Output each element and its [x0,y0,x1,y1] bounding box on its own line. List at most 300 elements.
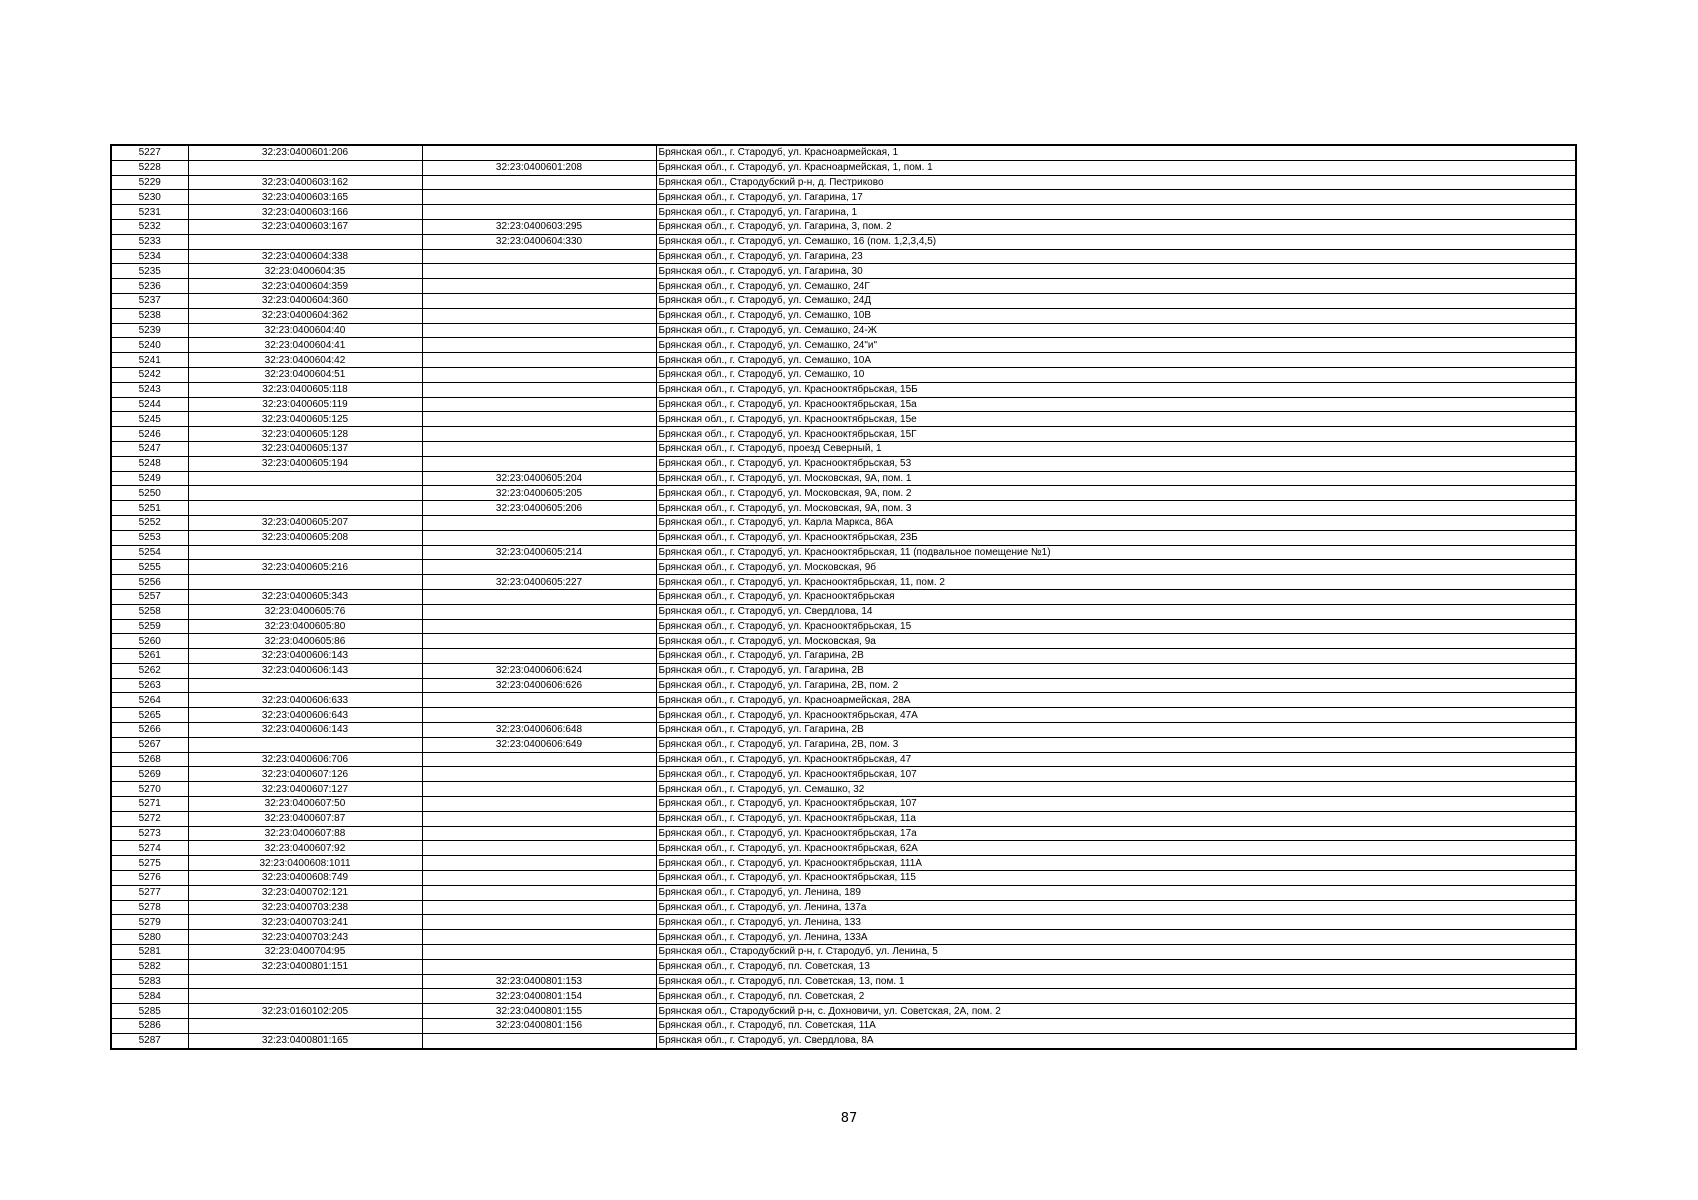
related-cadastral-number-cell: 32:23:0400601:208 [422,160,656,175]
row-number-cell: 5243 [111,382,188,397]
address-cell: Брянская обл., г. Стародуб, ул. Ленина, 137а [656,900,1576,915]
cadastral-number-cell: 32:23:0400604:51 [188,367,422,382]
row-number-cell: 5265 [111,708,188,723]
row-number-cell: 5284 [111,989,188,1004]
row-number-cell: 5282 [111,959,188,974]
related-cadastral-number-cell [422,797,656,812]
related-cadastral-number-cell [422,441,656,456]
cadastral-number-cell: 32:23:0400604:42 [188,353,422,368]
cadastral-number-cell [188,486,422,501]
row-number-cell: 5246 [111,427,188,442]
related-cadastral-number-cell [422,323,656,338]
row-number-cell: 5242 [111,367,188,382]
cadastral-number-cell: 32:23:0400605:80 [188,619,422,634]
cadastral-number-cell: 32:23:0400605:128 [188,427,422,442]
address-cell: Брянская обл., г. Стародуб, ул. Семашко, 24Д [656,293,1576,308]
related-cadastral-number-cell: 32:23:0400801:154 [422,989,656,1004]
related-cadastral-number-cell [422,427,656,442]
address-cell: Брянская обл., г. Стародуб, ул. Краснооктябрьская, 11а [656,811,1576,826]
address-cell: Брянская обл., г. Стародуб, ул. Гагарина, 23 [656,249,1576,264]
related-cadastral-number-cell [422,900,656,915]
table-row [111,427,1576,442]
address-cell: Брянская обл., г. Стародуб, ул. Московская, 9А, пом. 2 [656,486,1576,501]
cadastral-number-cell: 32:23:0400605:86 [188,634,422,649]
row-number-cell: 5252 [111,515,188,530]
related-cadastral-number-cell [422,353,656,368]
address-cell: Брянская обл., г. Стародуб, ул. Гагарина, 2В, пом. 3 [656,737,1576,752]
cadastral-number-cell [188,737,422,752]
table-row [111,501,1576,516]
address-cell: Брянская обл., г. Стародуб, ул. Московская, 9а [656,634,1576,649]
address-cell: Брянская обл., г. Стародуб, ул. Семашко, 24-Ж [656,323,1576,338]
table-row [111,264,1576,279]
address-cell: Брянская обл., г. Стародуб, ул. Краснооктябрьская, 111А [656,856,1576,871]
cadastral-number-cell: 32:23:0400606:143 [188,663,422,678]
table-row [111,752,1576,767]
row-number-cell: 5256 [111,575,188,590]
row-number-cell: 5240 [111,338,188,353]
cadastral-number-cell [188,471,422,486]
table-row [111,885,1576,900]
table-row [111,456,1576,471]
related-cadastral-number-cell [422,589,656,604]
related-cadastral-number-cell: 32:23:0400801:153 [422,974,656,989]
related-cadastral-number-cell: 32:23:0400606:624 [422,663,656,678]
table-row [111,293,1576,308]
related-cadastral-number-cell [422,885,656,900]
table-row [111,367,1576,382]
address-cell: Брянская обл., Стародубский р-н, д. Пестриково [656,175,1576,190]
address-cell: Брянская обл., г. Стародуб, ул. Красноармейская, 1 [656,145,1576,160]
cadastral-number-cell [188,501,422,516]
row-number-cell: 5281 [111,945,188,960]
table-row [111,441,1576,456]
table-row [111,900,1576,915]
address-cell: Брянская обл., Стародубский р-н, г. Стародуб, ул. Ленина, 5 [656,945,1576,960]
table-row [111,797,1576,812]
address-cell: Брянская обл., г. Стародуб, ул. Семашко, 24"и" [656,338,1576,353]
address-cell: Брянская обл., г. Стародуб, ул. Гагарина, 2В [656,663,1576,678]
address-cell: Брянская обл., г. Стародуб, ул. Ленина, 133 [656,915,1576,930]
row-number-cell: 5283 [111,974,188,989]
related-cadastral-number-cell [422,456,656,471]
row-number-cell: 5270 [111,782,188,797]
row-number-cell: 5257 [111,589,188,604]
related-cadastral-number-cell [422,515,656,530]
table-row [111,930,1576,945]
table-row [111,397,1576,412]
cadastral-number-cell: 32:23:0400607:88 [188,826,422,841]
address-cell: Брянская обл., г. Стародуб, ул. Гагарина, 1 [656,205,1576,220]
cadastral-number-cell: 32:23:0400606:143 [188,649,422,664]
cadastral-number-cell [188,234,422,249]
related-cadastral-number-cell [422,530,656,545]
cadastral-number-cell: 32:23:0400605:118 [188,382,422,397]
cadastral-number-cell: 32:23:0400605:119 [188,397,422,412]
related-cadastral-number-cell [422,915,656,930]
related-cadastral-number-cell [422,782,656,797]
table-row [111,382,1576,397]
row-number-cell: 5234 [111,249,188,264]
row-number-cell: 5247 [111,441,188,456]
cadastral-number-cell: 32:23:0400606:706 [188,752,422,767]
address-cell: Брянская обл., г. Стародуб, ул. Краснооктябрьская, 15 [656,619,1576,634]
table-row [111,530,1576,545]
address-cell: Брянская обл., г. Стародуб, ул. Краснооктябрьская, 47 [656,752,1576,767]
table-row [111,1033,1576,1048]
cadastral-number-cell: 32:23:0400605:216 [188,560,422,575]
row-number-cell: 5229 [111,175,188,190]
row-number-cell: 5287 [111,1033,188,1048]
table-row [111,634,1576,649]
table-row [111,219,1576,234]
table-row [111,1004,1576,1019]
address-cell: Брянская обл., г. Стародуб, ул. Краснооктябрьская, 23Б [656,530,1576,545]
row-number-cell: 5232 [111,219,188,234]
row-number-cell: 5254 [111,545,188,560]
address-cell: Брянская обл., г. Стародуб, ул. Московская, 9б [656,560,1576,575]
address-cell: Брянская обл., г. Стародуб, ул. Красноармейская, 1, пом. 1 [656,160,1576,175]
related-cadastral-number-cell [422,338,656,353]
address-cell: Брянская обл., г. Стародуб, ул. Свердлова, 14 [656,604,1576,619]
cadastral-number-cell: 32:23:0400801:165 [188,1033,422,1048]
row-number-cell: 5230 [111,190,188,205]
cadastral-number-cell: 32:23:0400604:40 [188,323,422,338]
related-cadastral-number-cell [422,249,656,264]
cadastral-number-cell: 32:23:0400605:343 [188,589,422,604]
address-cell: Брянская обл., г. Стародуб, ул. Московская, 9А, пом. 3 [656,501,1576,516]
table-row [111,856,1576,871]
row-number-cell: 5258 [111,604,188,619]
table-row [111,560,1576,575]
row-number-cell: 5249 [111,471,188,486]
address-cell: Брянская обл., г. Стародуб, ул. Краснооктябрьская, 47А [656,708,1576,723]
row-number-cell: 5255 [111,560,188,575]
table-row [111,145,1576,160]
table-row [111,575,1576,590]
cadastral-number-cell: 32:23:0400607:87 [188,811,422,826]
table-row [111,338,1576,353]
related-cadastral-number-cell [422,190,656,205]
table-row [111,353,1576,368]
related-cadastral-number-cell [422,560,656,575]
row-number-cell: 5280 [111,930,188,945]
row-number-cell: 5267 [111,737,188,752]
cadastral-number-cell: 32:23:0400605:208 [188,530,422,545]
table-row [111,723,1576,738]
cadastral-number-cell [188,989,422,1004]
row-number-cell: 5251 [111,501,188,516]
address-cell: Брянская обл., г. Стародуб, ул. Краснооктябрьская, 107 [656,797,1576,812]
related-cadastral-number-cell: 32:23:0400605:227 [422,575,656,590]
row-number-cell: 5253 [111,530,188,545]
table-row [111,782,1576,797]
related-cadastral-number-cell [422,308,656,323]
cadastral-number-cell: 32:23:0400607:127 [188,782,422,797]
row-number-cell: 5259 [111,619,188,634]
address-cell: Брянская обл., г. Стародуб, ул. Семашко, 10А [656,353,1576,368]
table-row [111,412,1576,427]
cadastral-number-cell: 32:23:0400604:362 [188,308,422,323]
row-number-cell: 5277 [111,885,188,900]
table-row [111,160,1576,175]
row-number-cell: 5286 [111,1019,188,1034]
cadastral-number-cell: 32:23:0400603:165 [188,190,422,205]
address-cell: Брянская обл., г. Стародуб, ул. Гагарина, 2В, пом. 2 [656,678,1576,693]
table-row [111,604,1576,619]
cadastral-number-cell: 32:23:0400702:121 [188,885,422,900]
address-cell: Брянская обл., г. Стародуб, ул. Гагарина, 2В [656,723,1576,738]
row-number-cell: 5274 [111,841,188,856]
address-cell: Брянская обл., Стародубский р-н, с. Дохновичи, ул. Советская, 2А, пом. 2 [656,1004,1576,1019]
address-cell: Брянская обл., г. Стародуб, ул. Краснооктябрьская [656,589,1576,604]
address-cell: Брянская обл., г. Стародуб, ул. Карла Маркса, 86А [656,515,1576,530]
table-row [111,323,1576,338]
cadastral-number-cell: 32:23:0400603:166 [188,205,422,220]
related-cadastral-number-cell [422,634,656,649]
cadastral-number-cell [188,575,422,590]
address-cell: Брянская обл., г. Стародуб, ул. Семашко, 10В [656,308,1576,323]
related-cadastral-number-cell [422,604,656,619]
address-cell: Брянская обл., г. Стародуб, ул. Гагарина, 2В [656,649,1576,664]
table-row [111,678,1576,693]
table-row [111,663,1576,678]
related-cadastral-number-cell [422,293,656,308]
cadastral-number-cell [188,974,422,989]
related-cadastral-number-cell [422,279,656,294]
cadastral-number-cell [188,160,422,175]
row-number-cell: 5237 [111,293,188,308]
related-cadastral-number-cell [422,945,656,960]
row-number-cell: 5269 [111,767,188,782]
cadastral-number-cell: 32:23:0400703:243 [188,930,422,945]
cadastral-number-cell: 32:23:0400801:151 [188,959,422,974]
address-cell: Брянская обл., г. Стародуб, ул. Краснооктябрьская, 15Г [656,427,1576,442]
cadastral-number-cell: 32:23:0160102:205 [188,1004,422,1019]
row-number-cell: 5245 [111,412,188,427]
address-cell: Брянская обл., г. Стародуб, ул. Краснооктябрьская, 115 [656,871,1576,886]
related-cadastral-number-cell [422,397,656,412]
cadastral-number-cell: 32:23:0400604:41 [188,338,422,353]
address-cell: Брянская обл., г. Стародуб, проезд Северный, 1 [656,441,1576,456]
row-number-cell: 5262 [111,663,188,678]
cadastral-number-cell: 32:23:0400604:359 [188,279,422,294]
cadastral-number-cell: 32:23:0400604:35 [188,264,422,279]
table-row [111,945,1576,960]
table-row [111,308,1576,323]
row-number-cell: 5279 [111,915,188,930]
cadastral-number-cell: 32:23:0400601:206 [188,145,422,160]
cadastral-number-cell: 32:23:0400605:194 [188,456,422,471]
related-cadastral-number-cell [422,930,656,945]
table-row [111,693,1576,708]
row-number-cell: 5236 [111,279,188,294]
cadastral-number-cell: 32:23:0400606:643 [188,708,422,723]
table-row [111,989,1576,1004]
cadastral-number-cell: 32:23:0400605:207 [188,515,422,530]
cadastral-number-cell [188,1019,422,1034]
related-cadastral-number-cell: 32:23:0400605:204 [422,471,656,486]
address-cell: Брянская обл., г. Стародуб, ул. Красноармейская, 28А [656,693,1576,708]
address-cell: Брянская обл., г. Стародуб, ул. Краснооктябрьская, 53 [656,456,1576,471]
row-number-cell: 5238 [111,308,188,323]
related-cadastral-number-cell [422,412,656,427]
table-row [111,515,1576,530]
row-number-cell: 5260 [111,634,188,649]
cadastral-number-cell: 32:23:0400703:238 [188,900,422,915]
related-cadastral-number-cell [422,367,656,382]
cadastral-number-cell: 32:23:0400603:162 [188,175,422,190]
cadastral-number-cell [188,545,422,560]
table-row [111,649,1576,664]
cadastral-number-cell: 32:23:0400606:633 [188,693,422,708]
address-cell: Брянская обл., г. Стародуб, ул. Краснооктябрьская, 62А [656,841,1576,856]
address-cell: Брянская обл., г. Стародуб, ул. Гагарина, 30 [656,264,1576,279]
cadastral-number-cell: 32:23:0400607:126 [188,767,422,782]
table-row [111,767,1576,782]
row-number-cell: 5231 [111,205,188,220]
cadastral-number-cell: 32:23:0400608:1011 [188,856,422,871]
row-number-cell: 5285 [111,1004,188,1019]
related-cadastral-number-cell [422,205,656,220]
related-cadastral-number-cell [422,826,656,841]
table-row [111,959,1576,974]
related-cadastral-number-cell [422,264,656,279]
address-cell: Брянская обл., г. Стародуб, ул. Краснооктябрьская, 15а [656,397,1576,412]
cadastral-number-cell: 32:23:0400604:338 [188,249,422,264]
address-cell: Брянская обл., г. Стародуб, ул. Свердлова, 8А [656,1033,1576,1048]
table-row [111,175,1576,190]
address-cell: Брянская обл., г. Стародуб, ул. Краснооктябрьская, 11, пом. 2 [656,575,1576,590]
table-row [111,234,1576,249]
address-cell: Брянская обл., г. Стародуб, ул. Краснооктябрьская, 107 [656,767,1576,782]
address-cell: Брянская обл., г. Стародуб, ул. Гагарина, 3, пом. 2 [656,219,1576,234]
related-cadastral-number-cell [422,1033,656,1048]
row-number-cell: 5263 [111,678,188,693]
related-cadastral-number-cell [422,856,656,871]
related-cadastral-number-cell [422,175,656,190]
cadastral-number-cell: 32:23:0400606:143 [188,723,422,738]
row-number-cell: 5228 [111,160,188,175]
row-number-cell: 5276 [111,871,188,886]
address-cell: Брянская обл., г. Стародуб, ул. Краснооктябрьская, 15Б [656,382,1576,397]
related-cadastral-number-cell: 32:23:0400801:155 [422,1004,656,1019]
address-cell: Брянская обл., г. Стародуб, ул. Семашко, 16 (пом. 1,2,3,4,5) [656,234,1576,249]
related-cadastral-number-cell [422,811,656,826]
cadastral-number-cell: 32:23:0400608:749 [188,871,422,886]
table-row [111,1019,1576,1034]
table-row [111,619,1576,634]
related-cadastral-number-cell: 32:23:0400606:648 [422,723,656,738]
row-number-cell: 5241 [111,353,188,368]
related-cadastral-number-cell: 32:23:0400605:206 [422,501,656,516]
table-row [111,811,1576,826]
address-cell: Брянская обл., г. Стародуб, пл. Советская, 11А [656,1019,1576,1034]
table-row [111,486,1576,501]
related-cadastral-number-cell [422,145,656,160]
related-cadastral-number-cell [422,649,656,664]
table-row [111,279,1576,294]
page-number: 87 [840,1111,858,1126]
registry-table-body [111,145,1576,1049]
related-cadastral-number-cell [422,959,656,974]
address-cell: Брянская обл., г. Стародуб, ул. Ленина, 133А [656,930,1576,945]
table-row [111,708,1576,723]
address-cell: Брянская обл., г. Стародуб, ул. Гагарина, 17 [656,190,1576,205]
row-number-cell: 5271 [111,797,188,812]
row-number-cell: 5261 [111,649,188,664]
row-number-cell: 5239 [111,323,188,338]
related-cadastral-number-cell [422,382,656,397]
row-number-cell: 5272 [111,811,188,826]
row-number-cell: 5233 [111,234,188,249]
table-row [111,915,1576,930]
related-cadastral-number-cell: 32:23:0400604:330 [422,234,656,249]
cadastral-number-cell: 32:23:0400604:360 [188,293,422,308]
table-row [111,826,1576,841]
cadastral-number-cell: 32:23:0400703:241 [188,915,422,930]
address-cell: Брянская обл., г. Стародуб, ул. Краснооктябрьская, 11 (подвальное помещение №1) [656,545,1576,560]
related-cadastral-number-cell: 32:23:0400605:214 [422,545,656,560]
address-cell: Брянская обл., г. Стародуб, ул. Краснооктябрьская, 15е [656,412,1576,427]
table-row [111,249,1576,264]
table-row [111,205,1576,220]
registry-table [110,144,1577,1050]
table-row [111,871,1576,886]
cadastral-number-cell: 32:23:0400605:125 [188,412,422,427]
related-cadastral-number-cell: 32:23:0400603:295 [422,219,656,234]
table-row [111,974,1576,989]
cadastral-number-cell: 32:23:0400704:95 [188,945,422,960]
row-number-cell: 5235 [111,264,188,279]
related-cadastral-number-cell [422,841,656,856]
table-row [111,471,1576,486]
row-number-cell: 5273 [111,826,188,841]
row-number-cell: 5248 [111,456,188,471]
address-cell: Брянская обл., г. Стародуб, ул. Краснооктябрьская, 17а [656,826,1576,841]
related-cadastral-number-cell [422,619,656,634]
address-cell: Брянская обл., г. Стародуб, ул. Семашко, 10 [656,367,1576,382]
table-row [111,841,1576,856]
address-cell: Брянская обл., г. Стародуб, пл. Советская, 2 [656,989,1576,1004]
cadastral-number-cell: 32:23:0400607:92 [188,841,422,856]
row-number-cell: 5227 [111,145,188,160]
row-number-cell: 5278 [111,900,188,915]
cadastral-number-cell [188,678,422,693]
row-number-cell: 5244 [111,397,188,412]
cadastral-number-cell: 32:23:0400607:50 [188,797,422,812]
table-row [111,545,1576,560]
related-cadastral-number-cell [422,767,656,782]
related-cadastral-number-cell [422,693,656,708]
address-cell: Брянская обл., г. Стародуб, ул. Семашко, 32 [656,782,1576,797]
row-number-cell: 5275 [111,856,188,871]
table-row [111,737,1576,752]
address-cell: Брянская обл., г. Стародуб, пл. Советская, 13, пом. 1 [656,974,1576,989]
address-cell: Брянская обл., г. Стародуб, ул. Московская, 9А, пом. 1 [656,471,1576,486]
row-number-cell: 5268 [111,752,188,767]
table-row [111,589,1576,604]
row-number-cell: 5266 [111,723,188,738]
row-number-cell: 5250 [111,486,188,501]
cadastral-number-cell: 32:23:0400605:76 [188,604,422,619]
address-cell: Брянская обл., г. Стародуб, пл. Советская, 13 [656,959,1576,974]
related-cadastral-number-cell: 32:23:0400606:626 [422,678,656,693]
related-cadastral-number-cell: 32:23:0400606:649 [422,737,656,752]
related-cadastral-number-cell: 32:23:0400605:205 [422,486,656,501]
cadastral-number-cell: 32:23:0400605:137 [188,441,422,456]
related-cadastral-number-cell [422,708,656,723]
